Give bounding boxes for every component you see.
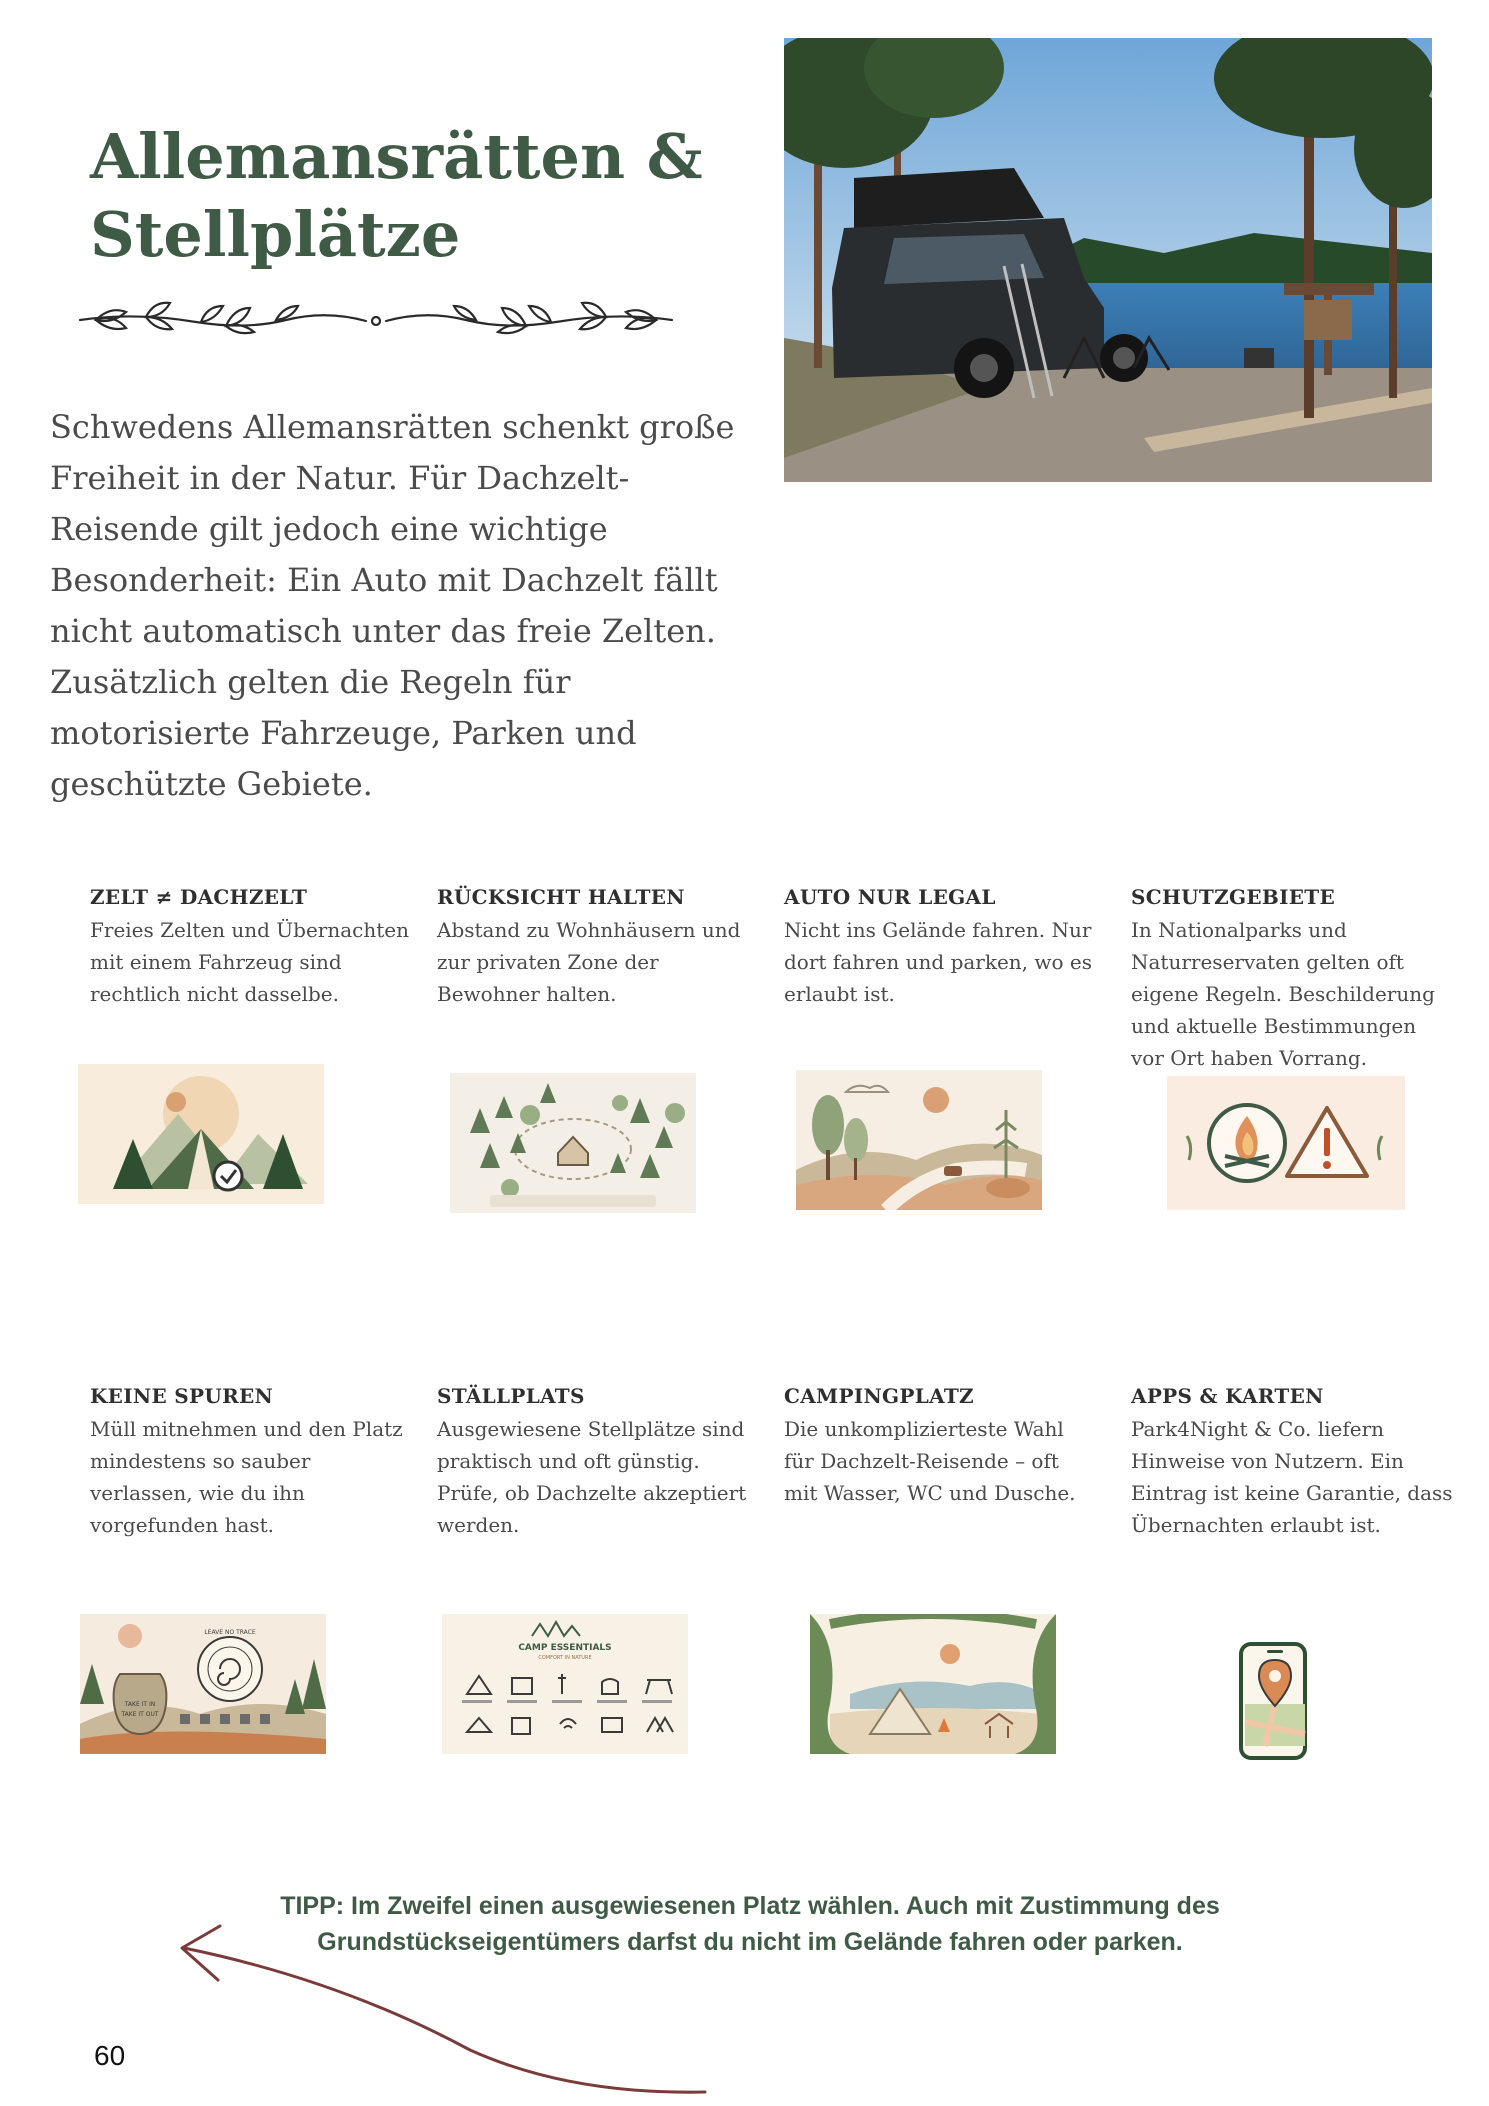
intro-line: geschützte Gebiete. [50,765,373,803]
card-text: Die unkomplizierteste Wahl für Dachzelt-Reisende – oft mit Wasser, WC und Dusche. [784,1417,1076,1505]
card-title: ZELT ≠ DACHZELT [90,885,308,909]
card-text: Nicht ins Gelände fahren. Nur dort fahren und parken, wo es erlaubt ist. [784,918,1093,1006]
card-text: Freies Zelten und Übernachten mit einem Fahrzeug sind rechtlich nicht dasselbe. [90,918,409,1006]
leave-no-trace-illustration-icon [80,1614,326,1754]
intro-line: Reisende gilt jedoch eine wichtige [50,510,608,548]
intro-line: nicht automatisch unter das freie Zelten. [50,612,716,650]
card-text: In Nationalparks und Naturreservaten gelten oft eigene Regeln. Beschilderung und aktuelle Bestimmungen vor Ort haben Vorrang. [1131,918,1435,1070]
comfort-in-nature-label: COMFORT IN NATURE [538,1655,592,1661]
card-title: RÜCKSICHT HALTEN [437,885,685,909]
card-title: STÄLLPLATS [437,1384,585,1408]
curved-arrow-icon [170,1920,730,2100]
leaf-divider-icon [76,290,676,352]
intro-paragraph [50,402,740,810]
road-landscape-illustration-icon [796,1070,1042,1210]
leave-no-trace-label: LEAVE NO TRACE [204,1629,256,1636]
tip-line-2: Grundstückseigentümers darfst du nicht im Gelände fahren oder parken. [317,1928,1183,1956]
page-number: 60 [94,2040,126,2071]
card-text: Ausgewiesene Stellplätze sind praktisch und oft günstig. Prüfe, ob Dachzelte akzeptiert werden. [437,1417,747,1537]
card-text: Abstand zu Wohnhäusern und zur privaten Zone der Bewohner halten. [437,918,741,1006]
card-title: AUTO NUR LEGAL [784,885,996,909]
card-title: SCHUTZGEBIETE [1131,885,1336,909]
intro-line: Schwedens Allemansrätten schenkt große [50,408,735,446]
card-title: APPS & KARTEN [1131,1384,1324,1408]
title-line-1: Allemansrätten & [90,120,703,193]
take-it-out-label: TAKE IT OUT [121,1711,159,1718]
page-title [90,118,710,274]
phone-map-pin-icon [1225,1634,1325,1764]
card-text: Park4Night & Co. liefern Hinweise von Nutzern. Ein Eintrag ist keine Garantie, dass Übernachten erlaubt ist. [1131,1417,1453,1537]
intro-line: motorisierte Fahrzeuge, Parken und [50,714,637,752]
card-title: KEINE SPUREN [90,1384,274,1408]
hero-photo [784,38,1432,482]
intro-line: Freiheit in der Natur. Für Dachzelt- [50,459,630,497]
intro-line: Besonderheit: Ein Auto mit Dachzelt fällt [50,561,718,599]
camp-essentials-label: CAMP ESSENTIALS [518,1643,612,1653]
card-text: Müll mitnehmen und den Platz mindestens so sauber verlassen, wie du ihn vorgefunden hast. [90,1417,403,1537]
card-title: CAMPINGPLATZ [784,1384,974,1408]
house-in-forest-illustration-icon [450,1073,696,1213]
tip-line-1: TIPP: Im Zweifel einen ausgewiesenen Platz wählen. Auch mit Zustimmung des [280,1892,1220,1920]
campfire-warning-illustration-icon [1167,1076,1405,1210]
camp-essentials-illustration-icon [442,1614,688,1754]
car-rooftop-tent-photo-icon [784,38,1432,482]
title-line-2: Stellplätze [90,198,461,271]
take-it-in-label: TAKE IT IN [124,1701,156,1708]
intro-line: Zusätzlich gelten die Regeln für [50,663,571,701]
tent-checkmark-illustration-icon [78,1064,324,1204]
campsite-lake-illustration-icon [810,1614,1056,1754]
